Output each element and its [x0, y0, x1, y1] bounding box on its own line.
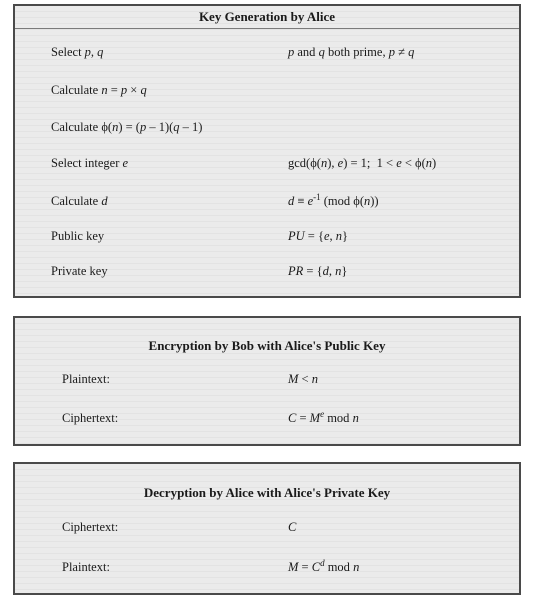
encryption-row-ciphertext — [15, 408, 519, 428]
keygen-row-calc-d — [15, 191, 519, 211]
encryption-panel — [13, 316, 521, 446]
keygen-label-6: Private key — [51, 264, 108, 278]
decryption-row-ciphertext — [15, 517, 519, 537]
decryption-title: Decryption by Alice with Alice's Private Key — [143, 485, 391, 500]
decryption-value-1: $M = C^d$ mod n — [288, 557, 360, 574]
decryption-row-plaintext — [15, 557, 519, 577]
decryption-value-0: C — [288, 520, 297, 534]
keygen-row-select-e — [15, 153, 519, 173]
keygen-value-0: p and q both prime, p ≠ q — [288, 45, 415, 59]
keygen-label-2: Calculate ϕ(n) = (p – 1)(q – 1) — [51, 120, 203, 134]
encryption-value-0: M < n — [288, 372, 318, 386]
decryption-label-0: Ciphertext: — [62, 520, 119, 534]
keygen-label-1: Calculate n = p × q — [51, 83, 147, 97]
keygen-row-calc-n — [15, 80, 519, 100]
keygen-label-5: Public key — [51, 229, 105, 243]
keygen-row-public-key — [15, 226, 519, 246]
encryption-row-plaintext — [15, 369, 519, 389]
keygen-value-3: gcd(ϕ(n), e) = 1; 1 < e < ϕ(n) — [288, 156, 437, 170]
keygen-value-6: PR = {d, n} — [288, 264, 348, 278]
keygen-row-calc-phi — [15, 117, 519, 137]
decryption-panel — [13, 462, 521, 595]
key-generation-title: Key Generation by Alice — [15, 6, 519, 29]
keygen-row-private-key — [15, 261, 519, 281]
keygen-row-select-pq — [15, 42, 519, 62]
keygen-label-0: Select p, q — [51, 45, 104, 59]
decryption-label-1: Plaintext: — [62, 560, 110, 574]
encryption-value-1: $C = M^e$ mod n — [288, 408, 359, 425]
encryption-label-1: Ciphertext: — [62, 411, 119, 425]
key-generation-panel — [13, 4, 521, 298]
keygen-label-4: Calculate d — [51, 194, 108, 208]
encryption-label-0: Plaintext: — [62, 372, 110, 386]
keygen-value-5: PU = {e, n} — [288, 229, 349, 243]
keygen-value-4: $d \equiv e^{-1}$ (mod ϕ(n)) — [288, 191, 379, 208]
encryption-title: Encryption by Bob with Alice's Public Key — [148, 338, 386, 353]
keygen-label-3: Select integer e — [51, 156, 129, 170]
